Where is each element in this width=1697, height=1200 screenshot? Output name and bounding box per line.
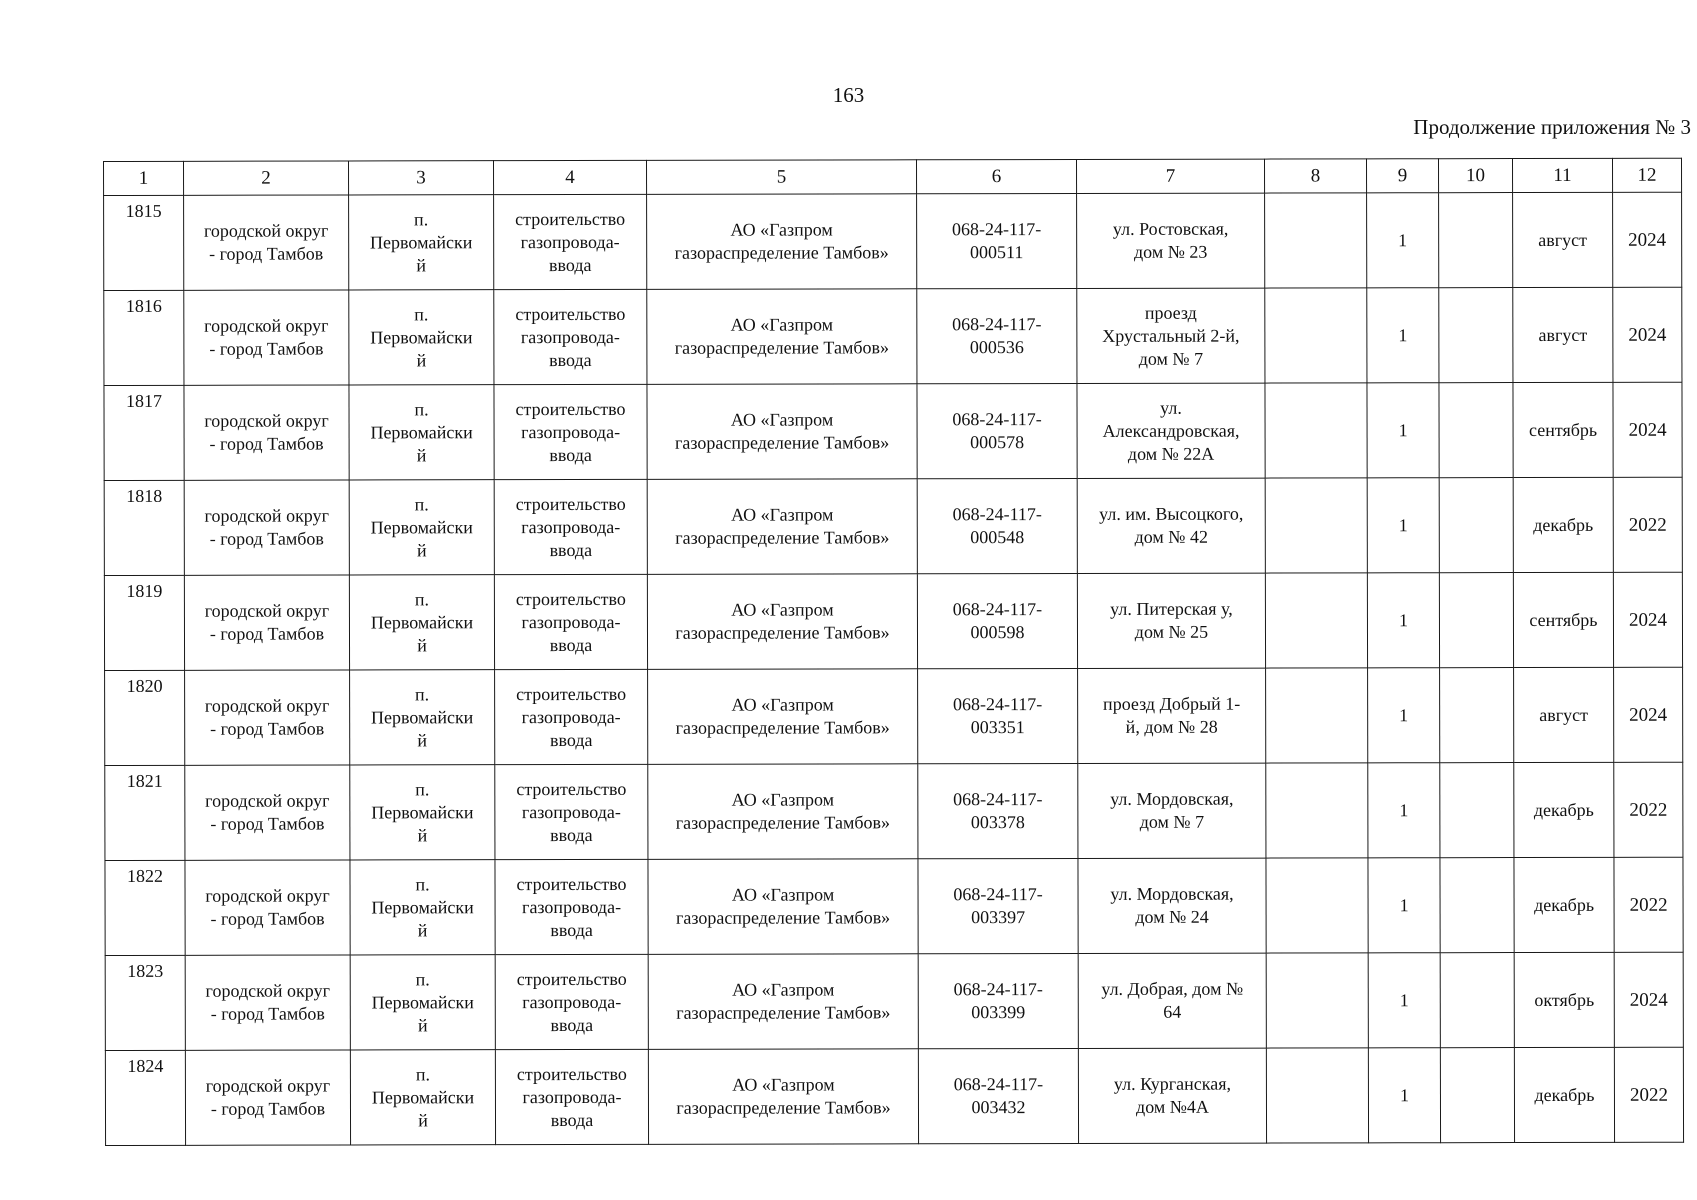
- object-code-cell: 068-24-117- 000578: [917, 383, 1077, 478]
- column-10-cell: [1439, 478, 1513, 573]
- table-row: [104, 477, 1682, 575]
- year-cell: 2022: [1614, 1047, 1683, 1142]
- work-type-cell: строительство газопровода- ввода: [495, 764, 648, 859]
- settlement-cell: п. Первомайски й: [350, 765, 495, 860]
- work-type-cell: строительство газопровода- ввода: [494, 384, 647, 479]
- address-cell: ул. Александровская, дом № 22А: [1077, 383, 1265, 478]
- object-code-cell: 068-24-117- 003397: [918, 858, 1078, 953]
- column-8-cell: [1265, 288, 1367, 383]
- object-code-cell: 068-24-117- 003399: [918, 953, 1078, 1048]
- object-code-cell: 068-24-117- 003378: [918, 763, 1078, 858]
- column-8-cell: [1266, 1048, 1368, 1143]
- row-number-cell: 1817: [104, 385, 184, 480]
- address-cell: ул. Добрая, дом № 64: [1078, 953, 1266, 1048]
- settlement-cell: п. Первомайски й: [349, 290, 494, 385]
- address-cell: ул. Мордовская, дом № 24: [1078, 858, 1266, 953]
- object-code-cell: 068-24-117- 000548: [917, 478, 1077, 573]
- year-cell: 2024: [1613, 382, 1682, 477]
- work-type-cell: строительство газопровода- ввода: [494, 574, 647, 669]
- work-type-cell: строительство газопровода- ввода: [495, 1049, 648, 1144]
- table-row: [104, 192, 1682, 290]
- work-type-cell: строительство газопровода- ввода: [495, 859, 648, 954]
- month-cell: декабрь: [1513, 477, 1613, 572]
- column-8-cell: [1265, 193, 1367, 288]
- quantity-cell: 1: [1367, 288, 1439, 383]
- column-header: 6: [916, 159, 1076, 193]
- address-cell: ул. Мордовская, дом № 7: [1078, 763, 1266, 858]
- row-number-cell: 1821: [105, 765, 185, 860]
- year-cell: 2024: [1614, 667, 1683, 762]
- column-header: 3: [349, 161, 494, 195]
- column-10-cell: [1439, 288, 1513, 383]
- work-type-cell: строительство газопровода- ввода: [494, 289, 647, 384]
- municipality-cell: городской округ - город Тамбов: [184, 195, 349, 290]
- year-cell: 2022: [1614, 857, 1683, 952]
- row-number-cell: 1819: [104, 575, 184, 670]
- table-row: [104, 572, 1682, 670]
- quantity-cell: 1: [1368, 858, 1440, 953]
- row-number-cell: 1820: [105, 670, 185, 765]
- column-10-cell: [1440, 858, 1514, 953]
- column-header: 1: [104, 161, 184, 195]
- work-type-cell: строительство газопровода- ввода: [495, 954, 648, 1049]
- table-row: [104, 382, 1682, 480]
- month-cell: октябрь: [1514, 952, 1614, 1047]
- municipality-cell: городской округ - город Тамбов: [184, 480, 349, 575]
- municipality-cell: городской округ - город Тамбов: [184, 575, 349, 670]
- quantity-cell: 1: [1367, 193, 1439, 288]
- municipality-cell: городской округ - город Тамбов: [184, 290, 349, 385]
- address-cell: проезд Хрустальный 2-й, дом № 7: [1077, 288, 1265, 383]
- object-code-cell: 068-24-117- 000511: [917, 193, 1077, 288]
- settlement-cell: п. Первомайски й: [349, 195, 494, 290]
- column-10-cell: [1440, 953, 1514, 1048]
- settlement-cell: п. Первомайски й: [350, 1050, 495, 1145]
- year-cell: 2024: [1614, 952, 1683, 1047]
- object-code-cell: 068-24-117- 003351: [918, 668, 1078, 763]
- table-row: [105, 952, 1683, 1050]
- column-10-cell: [1440, 668, 1514, 763]
- object-code-cell: 068-24-117- 000598: [917, 573, 1077, 668]
- object-code-cell: 068-24-117- 000536: [917, 288, 1077, 383]
- table-row: [105, 857, 1683, 955]
- address-cell: ул. Питерская у, дом № 25: [1077, 573, 1265, 668]
- organization-cell: АО «Газпром газораспределение Тамбов»: [647, 574, 917, 670]
- month-cell: декабрь: [1514, 857, 1614, 952]
- quantity-cell: 1: [1368, 953, 1440, 1048]
- municipality-cell: городской округ - город Тамбов: [185, 860, 350, 955]
- year-cell: 2024: [1613, 192, 1682, 287]
- column-number-header-row: [104, 158, 1682, 195]
- quantity-cell: 1: [1368, 1048, 1440, 1143]
- row-number-cell: 1824: [105, 1050, 185, 1145]
- column-8-cell: [1266, 668, 1368, 763]
- quantity-cell: 1: [1368, 668, 1440, 763]
- municipality-cell: городской округ - город Тамбов: [185, 1050, 350, 1145]
- organization-cell: АО «Газпром газораспределение Тамбов»: [647, 384, 917, 480]
- month-cell: сентябрь: [1513, 382, 1613, 477]
- settlement-cell: п. Первомайски й: [350, 670, 495, 765]
- organization-cell: АО «Газпром газораспределение Тамбов»: [647, 479, 917, 575]
- work-type-cell: строительство газопровода- ввода: [494, 479, 647, 574]
- page-number: 163: [832, 83, 865, 107]
- column-header: 12: [1612, 158, 1681, 192]
- column-header: 5: [646, 160, 916, 195]
- appendix-continuation-label: Продолжение приложения № 3: [1413, 115, 1691, 139]
- column-8-cell: [1266, 953, 1368, 1048]
- row-number-cell: 1816: [104, 290, 184, 385]
- work-type-cell: строительство газопровода- ввода: [494, 194, 647, 289]
- object-code-cell: 068-24-117- 003432: [918, 1048, 1078, 1143]
- row-number-cell: 1815: [104, 195, 184, 290]
- row-number-cell: 1822: [105, 860, 185, 955]
- organization-cell: АО «Газпром газораспределение Тамбов»: [648, 669, 918, 765]
- column-header: 11: [1512, 158, 1612, 192]
- column-8-cell: [1266, 858, 1368, 953]
- year-cell: 2024: [1613, 287, 1682, 382]
- month-cell: декабрь: [1514, 1047, 1614, 1142]
- column-8-cell: [1266, 763, 1368, 858]
- column-header: 9: [1366, 159, 1438, 193]
- organization-cell: АО «Газпром газораспределение Тамбов»: [648, 859, 918, 955]
- settlement-cell: п. Первомайски й: [350, 955, 495, 1050]
- organization-cell: АО «Газпром газораспределение Тамбов»: [647, 289, 917, 385]
- column-8-cell: [1265, 383, 1367, 478]
- month-cell: август: [1513, 287, 1613, 382]
- column-10-cell: [1439, 573, 1513, 668]
- month-cell: август: [1513, 192, 1613, 287]
- row-number-cell: 1818: [104, 480, 184, 575]
- organization-cell: АО «Газпром газораспределение Тамбов»: [648, 764, 918, 860]
- year-cell: 2022: [1613, 477, 1682, 572]
- table-row: [105, 762, 1683, 860]
- row-number-cell: 1823: [105, 955, 185, 1050]
- month-cell: декабрь: [1514, 762, 1614, 857]
- column-10-cell: [1439, 383, 1513, 478]
- column-header: 7: [1076, 159, 1264, 193]
- organization-cell: АО «Газпром газораспределение Тамбов»: [647, 194, 917, 290]
- address-cell: проезд Добрый 1- й, дом № 28: [1078, 668, 1266, 763]
- municipality-cell: городской округ - город Тамбов: [185, 765, 350, 860]
- address-cell: ул. им. Высоцкого, дом № 42: [1077, 478, 1265, 573]
- quantity-cell: 1: [1367, 383, 1439, 478]
- settlement-cell: п. Первомайски й: [350, 860, 495, 955]
- year-cell: 2024: [1613, 572, 1682, 667]
- address-cell: ул. Курганская, дом №4А: [1078, 1048, 1266, 1143]
- quantity-cell: 1: [1367, 573, 1439, 668]
- column-header: 4: [494, 160, 647, 194]
- quantity-cell: 1: [1367, 478, 1439, 573]
- column-10-cell: [1440, 763, 1514, 858]
- municipality-cell: городской округ - город Тамбов: [184, 385, 349, 480]
- settlement-cell: п. Первомайски й: [349, 480, 494, 575]
- organization-cell: АО «Газпром газораспределение Тамбов»: [648, 954, 918, 1050]
- quantity-cell: 1: [1368, 763, 1440, 858]
- municipality-cell: городской округ - город Тамбов: [185, 670, 350, 765]
- table-row: [105, 667, 1683, 765]
- column-10-cell: [1439, 193, 1513, 288]
- organization-cell: АО «Газпром газораспределение Тамбов»: [648, 1049, 918, 1145]
- month-cell: сентябрь: [1513, 572, 1613, 667]
- table-row: [105, 1047, 1683, 1145]
- column-header: 8: [1264, 159, 1366, 193]
- settlement-cell: п. Первомайски й: [349, 385, 494, 480]
- year-cell: 2022: [1614, 762, 1683, 857]
- column-8-cell: [1265, 573, 1367, 668]
- column-8-cell: [1265, 478, 1367, 573]
- work-type-cell: строительство газопровода- ввода: [495, 669, 648, 764]
- column-header: 10: [1438, 159, 1512, 193]
- column-header: 2: [184, 161, 349, 195]
- table-row: [104, 287, 1682, 385]
- address-cell: ул. Ростовская, дом № 23: [1077, 193, 1265, 288]
- month-cell: август: [1514, 667, 1614, 762]
- settlement-cell: п. Первомайски й: [349, 575, 494, 670]
- municipality-cell: городской округ - город Тамбов: [185, 955, 350, 1050]
- column-10-cell: [1440, 1048, 1514, 1143]
- gas-connection-register-table: [103, 158, 1684, 1146]
